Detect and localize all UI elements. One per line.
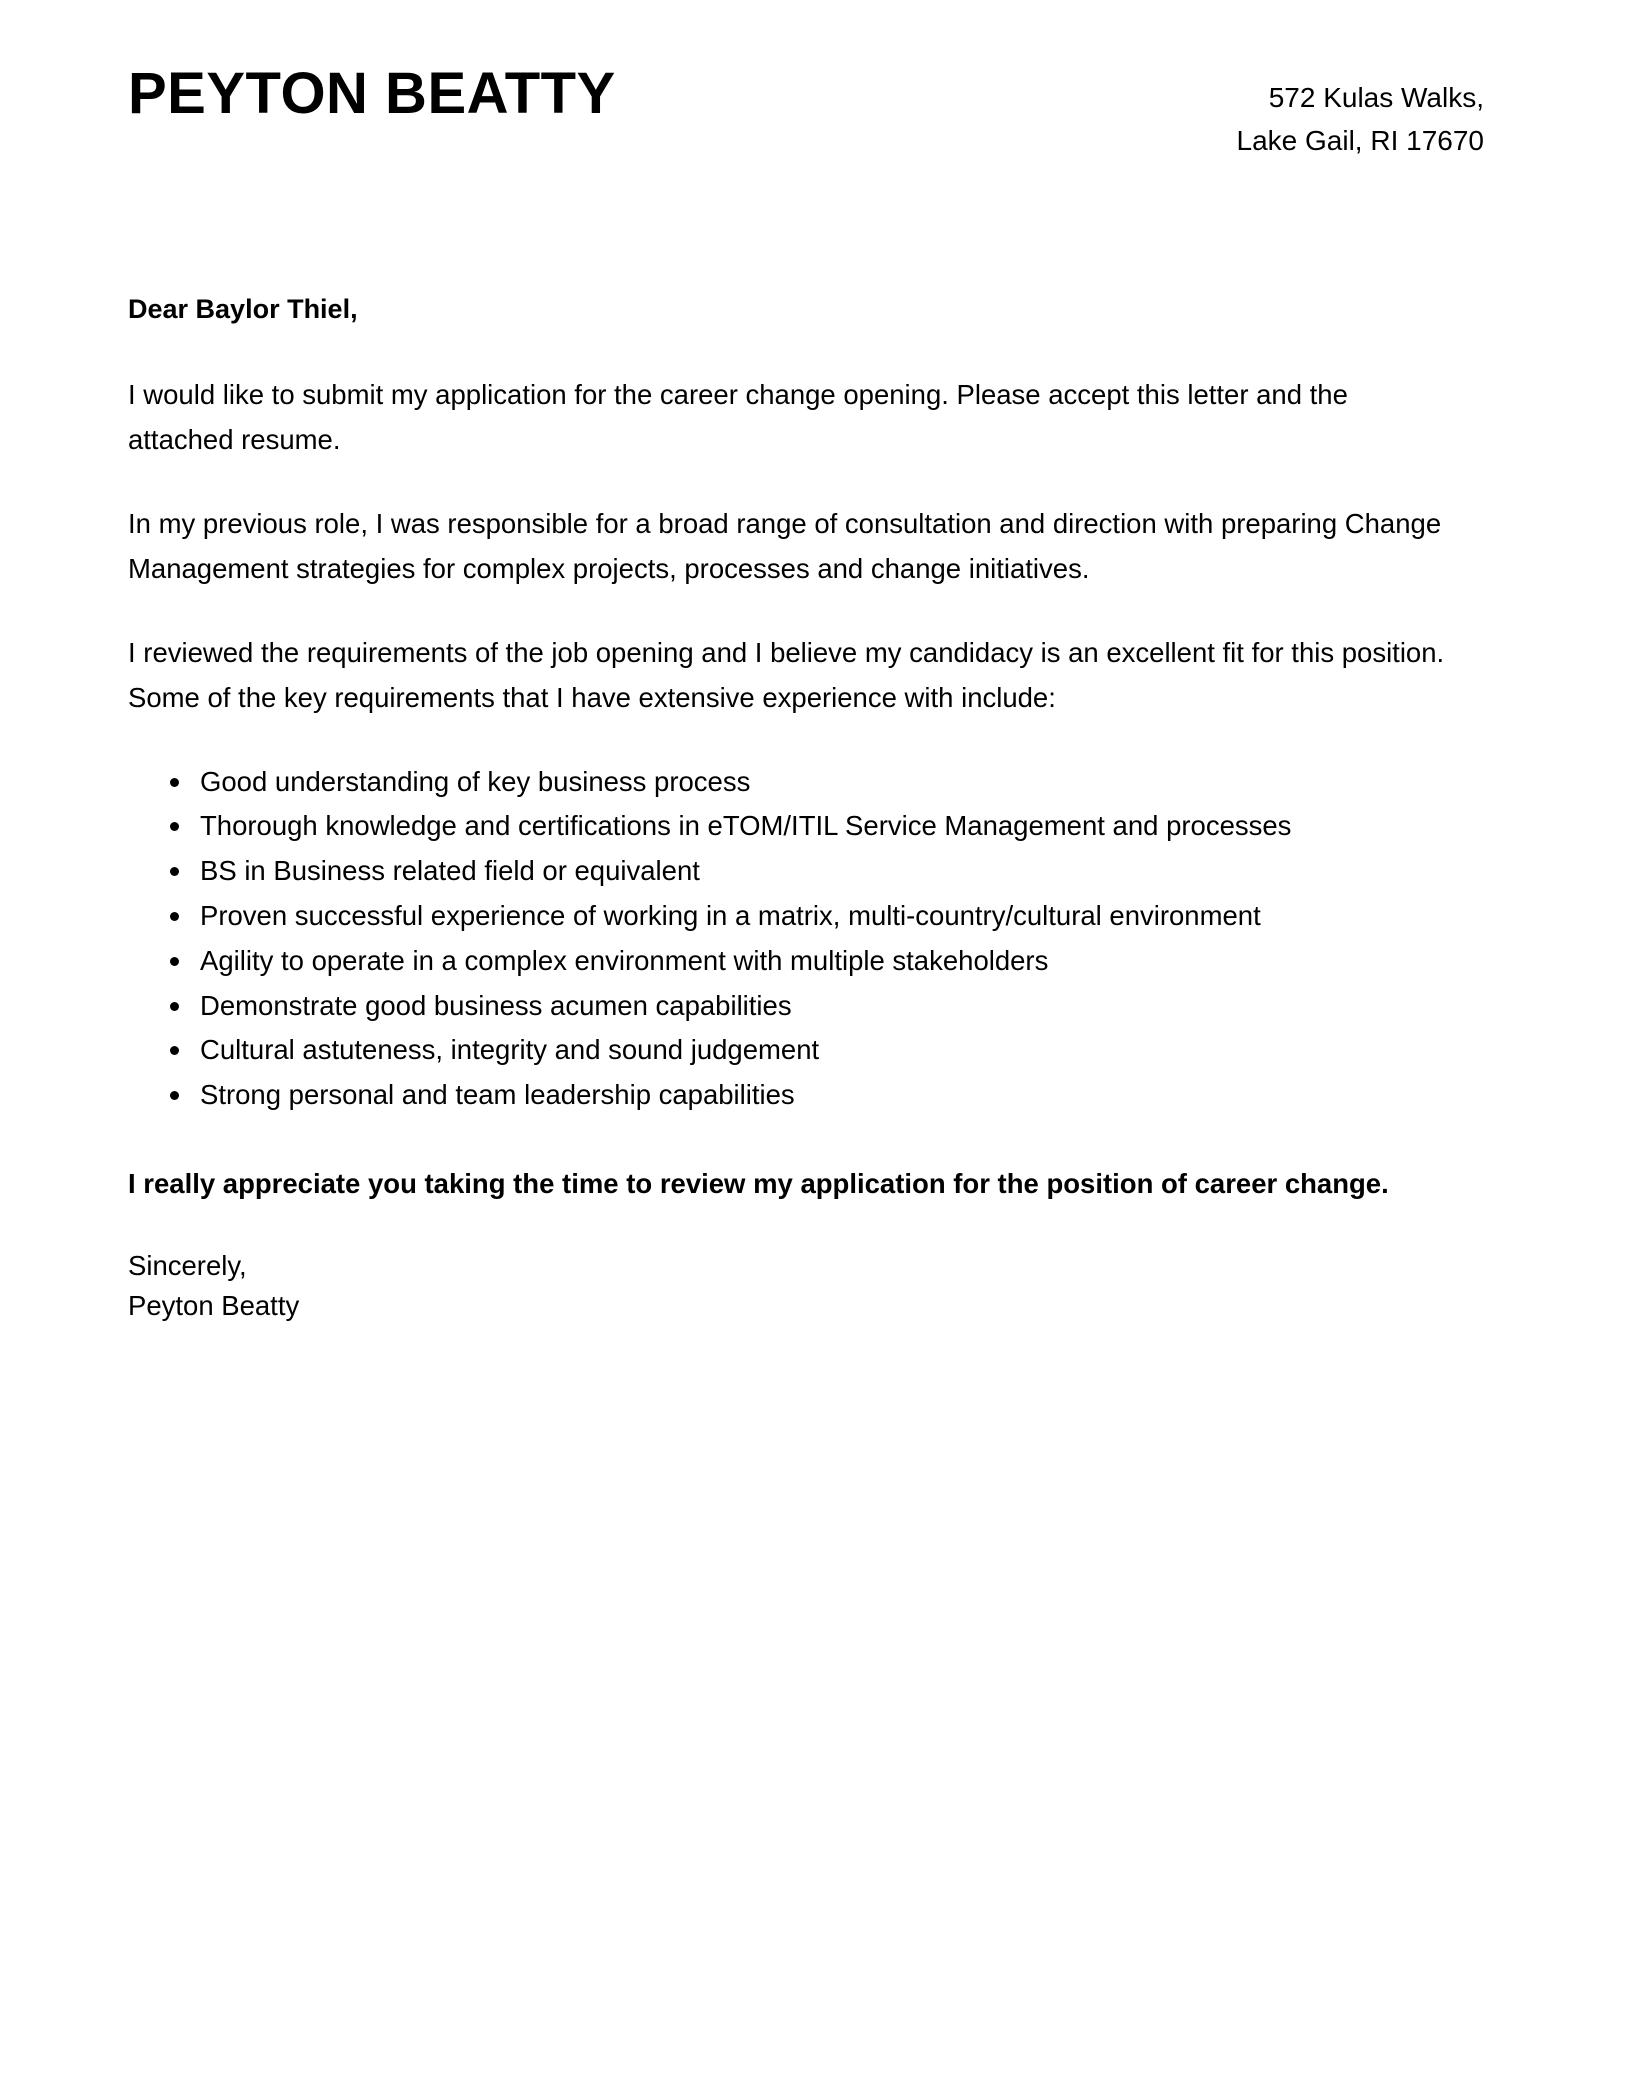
bullet-icon <box>170 1091 179 1100</box>
letter-body <box>0 289 1632 1326</box>
list-item <box>170 805 1460 847</box>
list-item-label: Cultural astuteness, integrity and sound judgement <box>200 1034 820 1066</box>
list-item <box>170 940 1460 982</box>
list-item <box>170 761 1460 803</box>
bullet-icon <box>170 1046 179 1055</box>
body-paragraph-1: I would like to submit my application for the career change opening. Please accept this letter and the attached resume. <box>128 379 1348 455</box>
list-item <box>170 850 1460 892</box>
list-item <box>170 1029 1460 1071</box>
address-line-1: 572 Kulas Walks, <box>1268 82 1484 113</box>
list-item <box>170 895 1460 937</box>
bullet-icon <box>170 778 179 787</box>
list-item-label: Demonstrate good business acumen capabilities <box>200 989 792 1021</box>
salutation: Dear Baylor Thiel, <box>128 293 358 324</box>
list-item <box>170 985 1460 1027</box>
bullet-icon <box>170 867 179 876</box>
bullet-icon <box>170 822 179 831</box>
requirements-list <box>128 761 1460 1116</box>
list-item-label: Strong personal and team leadership capabilities <box>200 1079 795 1111</box>
letter-header <box>0 0 1632 163</box>
list-item-label: Agility to operate in a complex environment with multiple stakeholders <box>200 944 1049 976</box>
list-item-label: Good understanding of key business process <box>200 765 751 797</box>
bullet-icon <box>170 1002 179 1011</box>
bullet-icon <box>170 912 179 921</box>
signoff-name: Peyton Beatty <box>128 1290 300 1322</box>
list-item <box>170 1074 1460 1116</box>
sender-name: PEYTON BEATTY <box>128 61 616 126</box>
signoff-closing: Sincerely, <box>128 1250 247 1282</box>
list-item-label: Proven successful experience of working in a matrix, multi-country/cultural environment <box>200 899 1261 931</box>
body-paragraph-2: In my previous role, I was responsible for a broad range of consultation and direction with preparing Change Management strategies for complex projects, processes and change initiatives. <box>128 508 1442 584</box>
list-item-label: Thorough knowledge and certifications in eTOM/ITIL Service Management and processes <box>200 810 1292 842</box>
address-line-2: Lake Gail, RI 17670 <box>1236 125 1484 157</box>
signoff-block <box>128 1246 1460 1326</box>
bullet-icon <box>170 957 179 966</box>
closing-statement: I really appreciate you taking the time to review my application for the position of career change. <box>128 1167 1389 1199</box>
sender-address-block <box>1237 62 1485 163</box>
body-paragraph-3: I reviewed the requirements of the job opening and I believe my candidacy is an excellent fit for this position. Some of the key requirements that I have extensive experience with include: <box>128 637 1445 714</box>
list-item-label: BS in Business related field or equivalent <box>200 855 700 887</box>
